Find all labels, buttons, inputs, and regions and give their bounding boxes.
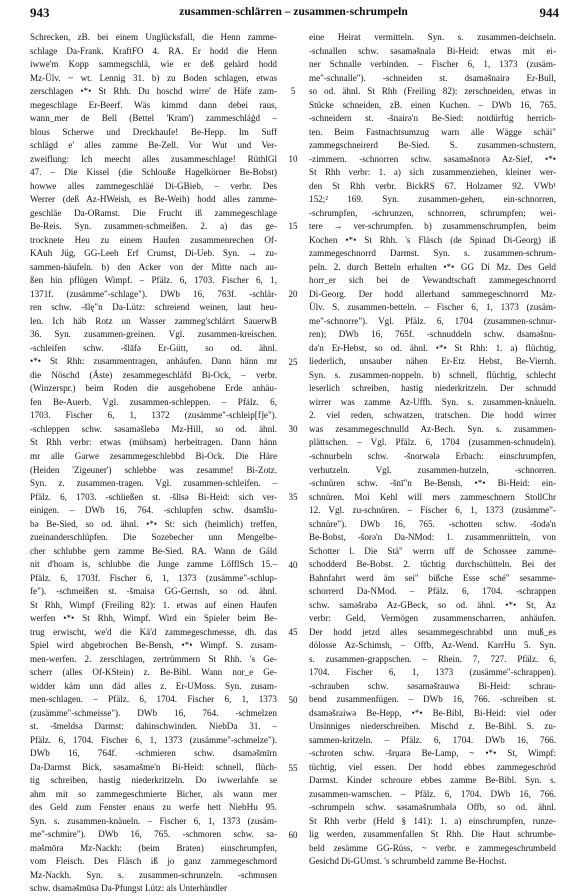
text-line: 1704. Fischer 6, 1, 1373 (zusämme"-schrappen). (309, 667, 556, 678)
text-line: cher schlubbe gern zamme Be-Sied. RA. Wann de Gäld (30, 545, 277, 556)
text-line: sammen-häufeln. b) den Acker von der Mitte nach au- (30, 261, 277, 272)
text-line: 2. viel reden, schwatzen, tratschen. Die hodd wirrer (309, 410, 556, 421)
text-line: nit d'hoam is, schlubbe die Junge zamme LöfflSch 15.– (30, 559, 277, 570)
text-line: zerschlagen •*• St Rhh. Du hoschd wirre' de Häfe zam- (30, 86, 277, 97)
text-line: (Heiden 'Zigeuner') schlebbe was zesamme! Bi-Zotz. (30, 464, 277, 475)
text-line: St Rhh verbr (Held § 141): 1. a) einschrumpfen, runze- (309, 815, 556, 826)
text-line: •*• St Rhh: zusammentragen, anhäufen. Dann hänn mr (30, 356, 277, 367)
running-header (0, 5, 587, 25)
text-line: zusammen-wamschen. – Pfälz. 6, 1704. DWb 16, 766. (309, 788, 556, 799)
text-line: Be-Bobst, -šorə'n Da-NMod: 1. zusammenrütteln, von (309, 532, 556, 543)
text-line: ahm mit so zammegeschmierte Bicher, als wann mer (30, 788, 277, 799)
text-line: dsaməšraiwə Be-Hepp, •*• Be-Bibl, Bi-Heid: viel oder (309, 707, 556, 718)
text-line: Ülv. S. zusammen-betteln. – Fischer 6, 1, 1373 (zusäm- (309, 302, 556, 313)
line-number: 15 (288, 221, 298, 232)
text-line: schnüre"). DWb 16, 765. -schotten schw. -šodə'n (309, 518, 556, 529)
text-line: -zimmern. -schnorren schw. səsaməšnorə Az-Sief, •*• (309, 153, 556, 164)
text-line: st. -šmeldsə Darmst: dahinschwinden. NiebDa 31. – (30, 721, 277, 732)
text-line: Gesichd Di-GUmst. 's schrumbeld zamme Be-Hochst. (309, 856, 507, 867)
text-line: ner Schnalle verbinden. – Fischer 6, 1, 1373 (zusäm- (309, 59, 556, 70)
text-line: Syn. z. zusammen-tragen. Vgl. zusammen-schleifen. – (30, 478, 277, 489)
line-number: 25 (288, 356, 298, 367)
text-line: də'n Er-Hebst, so od. ähnl. •*• St Rhh: 1. a) flüchtig, (309, 342, 556, 353)
text-line: schlage Da-Frank. KraftFO 4. RA. Er hodd die Henn (30, 45, 277, 56)
text-line: Darmst. Kinder schroure ebbes zamme Be-Bibl. Syn. s. (309, 775, 556, 786)
text-line: verhutzeln. Vgl. zusammen-hutzeln, -schnorren. (309, 464, 556, 475)
line-number: 30 (288, 424, 298, 435)
page-number-right: 944 (539, 5, 559, 20)
text-line: scherr (alles Of-KStein) z. Be-Bibl. Wann nor_e Ge- (30, 667, 277, 678)
text-line: beld zesämme GG-Rüss, ~ verbr. e zammegeschrumbeld (309, 842, 556, 853)
text-line: 47. – Die Kissel (die Schlouße Hagelkörner Be-Bobst) (30, 167, 277, 178)
text-line: -schleppen schw. səsaməšlebə Mz-Hill, so od. ähnl. (30, 423, 277, 434)
text-column-left (30, 31, 277, 896)
text-line: schlägd e' alles zamme Be-Zell. Vor Wut und Ver- (30, 140, 277, 151)
page-number-left: 943 (30, 5, 50, 20)
text-line: schodderd Be-Bobst. 2. tüchtig durchschütteln. Bei der (309, 559, 556, 570)
text-line: Unsinniges niederschreiben. Mischd z. Be-Bibl. S. zu- (309, 721, 556, 732)
text-line: 36. Syn. zusammen-greinen. Vgl. zusammen-kreischen. (30, 329, 277, 340)
text-line: so od. ähnl. St Rhh (Freiling 82): zerschneiden, etwas in (309, 86, 556, 97)
text-line: məšmōrə Mz-Nackh: (beim Braten) einschrumpfen, (30, 842, 277, 853)
text-line: verbr: Geld, Vermögen zusammenscharren, anhäufen. (309, 613, 556, 624)
text-line: geschläe Da-ORamst. Die Frucht iß zammegeschlage (30, 207, 277, 218)
text-line: schw. dsaməšmūsə Da-Pfungst Lütz: als Unterhändler (30, 883, 228, 894)
text-line: -schrauben schw. səsaməšrauwə Bi-Heid: schrau- (309, 680, 556, 691)
text-line: -schnallen schw. səsaməšnalə Bi-Heid: etwas mit ei- (309, 45, 556, 56)
text-line: St Rhh verbr: 1. a) sich zusammenziehen, kleiner wer- (309, 167, 556, 178)
text-line: blous Scherwe und Dreckhaufe! Be-Hepp. Im Suff (30, 126, 277, 137)
text-line: (Winzerspr.) beim Roden die ausgehobene Erde anhäu- (30, 383, 277, 394)
text-line: zammegeschnorrd Darmst. Syn. s. zusammen-schrum- (309, 248, 556, 259)
line-number: 20 (288, 289, 298, 300)
text-line: Kochen •*• St Rhh. 's Fläsch (de Spinad Di-Georg) iß (309, 234, 556, 245)
text-line: Da-Darmst Bick, səsaməšme'n Bi-Heid: schnell, flüch- (30, 761, 277, 772)
text-line: schnüren. Moi Kehl will mers zammeschnern StollChr (309, 491, 556, 502)
line-number: 35 (288, 492, 298, 503)
text-line: mr alle Garwe zesammegeschlebbd Bi-Ock. Die Häre (30, 450, 277, 461)
text-line: Pfälz. 6, 1703. -schließen st. -šlīsə Bi-Heid: sich ver- (30, 491, 277, 502)
text-line: howwe alles zammegeschläé Di-GBieb, – verbr. Des (30, 180, 277, 191)
text-line: Schrecken, zB. bei einem Unglücksfall, die Henn zamme- (30, 32, 277, 42)
text-line: me"-schmire"). DWb 16, 765. -schmoren schw. sa- (30, 829, 277, 840)
text-line: (zusämme"-schmeisse"). DWb 16, 764. -schmelzen (30, 707, 277, 718)
running-title: zusammen-schlärren – zusammen-schrumpeln (179, 6, 408, 18)
text-line: Bahnfahrt werd äm sei" bißche Esse sché" sesamme- (309, 572, 556, 583)
text-line: sammen-kritzeln. – Pfälz. 6, 1704. DWb 16, 766. (309, 734, 556, 745)
line-number: 5 (290, 86, 296, 97)
text-line: -schrumpeln schw. səsaməšrumbələ Offb, so od. ähnl. (309, 802, 556, 813)
text-line: zueinanderschlüpfen. Die Sozebecher unn Mengelbe- (30, 532, 277, 543)
text-line: ten. Beim Fastnachtsumzug warn alle Wägge schäi" (309, 126, 556, 137)
text-line: horr_er sich bei de Vewandtschaft zammegeschnorrd (309, 275, 556, 286)
text-line: leserlich schreiben, hastig niederkritzeln. Der schnudd (309, 383, 556, 394)
text-line: eine Heirat vermitteln. Syn. s. zusammen-deichseln. (309, 32, 556, 42)
line-number: 10 (288, 153, 298, 164)
text-line: fen Be-Auerb. Vgl. zusammen-schleppen. – Pfälz. 6, (30, 396, 277, 407)
text-line: Spiel wird abgebrochen Be-Bensh, •*• Wimpf. S. zusam- (30, 640, 277, 651)
text-line: ßen hin pflügen Wimpf. – Pfälz. 6, 1703. Fischer 6, 1, (30, 275, 277, 286)
text-line: den St Rhh verbr. BickRS 67. Holzamer 92. VWb¹ (309, 180, 556, 191)
text-line: KAuh Jüg, GG-Leeh Erf Crumst, Di-Ueb. Syn. → zu- (30, 248, 277, 259)
text-line: -schneidern st. -šnairə'n Be-Sied: notdürftig herrich- (309, 113, 556, 124)
text-line: Pfälz. 6, 1704. Fischer 6, 1, 1373 (zusämme"-schmelze"). (30, 734, 277, 745)
text-line: schorrerd Da-NMod. – Pfälz. 6, 1704. -schrappen (309, 586, 556, 597)
text-line: bend zusammenfügen. – DWb 16, 766. -schreiben st. (309, 694, 556, 705)
text-line: Pfälz. 6, 1703f. Fischer 6, 1, 1373 (zusämme"-schlup- (30, 572, 277, 583)
text-line: -schroten schw. -šrụarə Be-Lamp, ~ •*• St, Wimpf: (309, 748, 556, 759)
text-line: 152;² 169. Syn. zusammen-gehen, ein-schnorren, (309, 194, 556, 205)
text-line: ren schw. -šlę"n Da-Lütz: schreiend weinen, laut heu- (30, 302, 277, 313)
text-line: DWb 16, 764f. -schmieren schw. dsaməšmīrn (30, 748, 277, 759)
line-number: 50 (288, 694, 298, 705)
text-line: was zesammegeschnulld Az-Bech. Syn. s. zusammen- (309, 423, 556, 434)
text-line: trocknete Heu zu einem Haufen zusammenrechen Of- (30, 234, 277, 245)
text-line: tüchtig, viel essen. Der hodd ebbes zammegeschröd (309, 761, 556, 772)
text-line: St Rhh verbr: etwas (mühsam) herbeitragen. Dann hänn (30, 437, 277, 448)
text-line: zammegschneirerd Be-Sied. S. zusammen-schustern, (309, 140, 556, 151)
line-number: 40 (288, 559, 298, 570)
text-line: trug erwischt, we'd die Kä'd zammegeschmesse, dh. das (30, 626, 277, 637)
text-line: Syn. s. zusammen-knäueln. – Fischer 6, 1, 1373 (zusäm- (30, 815, 277, 826)
text-line: liederlich, unsauber nähen Er-Etz Hebst, Be-Viernh. (309, 356, 556, 367)
line-number: 45 (288, 627, 298, 638)
text-line: -schnurbeln schw. -šnorwələ Erbach: einschrumpfen, (309, 450, 556, 461)
text-line: men-werfen. 2. zerschlagen, zertrümmern St Rhh. 's Ge- (30, 653, 277, 664)
text-line: tere → ver-schrumpfen. b) zusammenschrumpfen, beim (309, 221, 556, 232)
text-column-right (309, 31, 556, 869)
text-line: me"-schnorre"). Vgl. Pfälz. 6, 1704 (zusammen-schnur- (309, 315, 556, 326)
text-line: Schotter l. Die Stä" werrn uff de Schossee zamme- (309, 545, 556, 556)
text-line: Werrer (deß Az-HWeish, es Be-Weih) hodd alles zamme- (30, 194, 277, 205)
text-line: men-schlagen. – Pfälz. 6, 1704. Fischer 6, 1, 1373 (30, 694, 277, 705)
text-line: -schrumpfen, -schrunzen, schnorren, schrumpfen; wei- (309, 207, 556, 218)
text-line: wirrer was zamme Az-Uffh. Syn. s. zusammen-knäueln. (309, 396, 556, 407)
text-line: 12. Vgl. zu-schnüren. – Fischer 6, 1, 1373 (zusämme"- (309, 505, 556, 516)
text-line: ren); DWb 16, 765f. -schnuddeln schw. dsaməšnu- (309, 329, 556, 340)
text-line: Be-Reis. Syn. zusammen-schmeißen. 2. a) das ge- (30, 221, 277, 232)
text-line: widder käm unn däd alles z. Er-UMoss. Syn. zusam- (30, 680, 277, 691)
text-line: zweiflung: Ich meecht alles zusammeschlage! RüthlGl (30, 153, 277, 164)
text-line: dölosse Az-Schimsh, – Offb, Az-Wend. KarrHu 5. Syn. (309, 640, 556, 651)
text-line: die Nöschd (Äste) zesammegeschläfd Bi-Ock, – verbr. (30, 369, 277, 380)
text-line: wann_mer de Bell (Bettel 'Kram') zammeschläģd – (30, 113, 277, 124)
text-line: schw. saməšrabə Az-GBeck, so od. ähnl. •*• St, Az (309, 599, 556, 610)
text-line: -schleifen schw. -šlāfə Er-Gütt, so od. ähnl. (30, 342, 277, 353)
text-line: Stücke schneiden, zB. einen Kuchen. – DWb 16, 765. (309, 99, 556, 110)
text-line: megeschlage Er-Beerf. Wäs kimmd dann debei raus, (30, 99, 277, 110)
text-line: plättschen. – Vgl. Pfälz. 6, 1704 (zusammen-schnudeln). (309, 437, 556, 448)
text-line: einigen. – DWb 16, 764. -schlupfen schw. dsamšlu- (30, 505, 277, 516)
text-line: -schnüren schw. -šnī"n Be-Bensh, •*• Bi-Heid: ein- (309, 478, 556, 489)
text-line: 1703. Fischer 6, 1, 1372 (zusämme"-schleip[f]e"). (30, 410, 277, 421)
text-line: vom Fleisch. Des Fläsch iß jo ganz zammegeschmord (30, 856, 277, 867)
text-line: fe"). -schmeißen st. -šmaisə GG-Gernsh, so od. ähnl. (30, 586, 277, 597)
text-line: me"-schnalle"). -schneiden st. dsaməšnairə Er-Bull, (309, 72, 556, 83)
text-line: des Geld zum Fenster enaus zu werfe hett NiebHu 95. (30, 802, 277, 813)
text-line: iwwe'm Kopp sammegschlä, wie er deß gehärd hodd (30, 59, 277, 70)
text-line: Mz-Ülv. ~ wt. Lennig 31. b) zu Boden schlagen, etwas (30, 72, 277, 83)
text-line: lig werden, zusammenfallen St Rhh. Die Haut schrumbe- (309, 829, 556, 840)
text-line: tig schreiben, hastig niederkritzeln. Do iwwerlahfe se (30, 775, 277, 786)
text-line: St Rhh, Wimpf (Freiling 82): 1. etwas auf einen Haufen (30, 599, 277, 610)
text-line: Der hodd jetzd alles sesammegeschrabbd unn muß_es (309, 626, 556, 637)
text-line: 1371f. (zusämme"-schlage"). DWb 16, 763f. -schlär- (30, 288, 277, 299)
line-number: 55 (288, 762, 298, 773)
text-line: Mz-Nackh. Syn. s. zusammen-schrunzeln. -schmusen (30, 869, 277, 880)
text-line: len. Ich häb Rotz un Wasser zammeg'schlärrt SauerwB (30, 315, 277, 326)
text-line: Syn. s. zusammen-noppeln. b) schnell, flüchtig, schlecht (309, 369, 556, 380)
text-line: bə Be-Sied, so od. ähnl. •*• St: sich (heimlich) treffen, (30, 518, 277, 529)
text-line: werfen •*• St Rhh, Wimpf. Wird ein Spieler beim Be- (30, 613, 277, 624)
text-line: s. zusammen-grappschen. – Rhein. 7, 727. Pfälz. 6, (309, 653, 556, 664)
line-number: 60 (288, 830, 298, 841)
text-line: Di-Georg. Der hodd allerhand sammegeschnorrd Mz- (309, 288, 556, 299)
text-line: peln. 2. durch Betteln erhalten •*• GG Di Mz. Des Geld (309, 261, 556, 272)
